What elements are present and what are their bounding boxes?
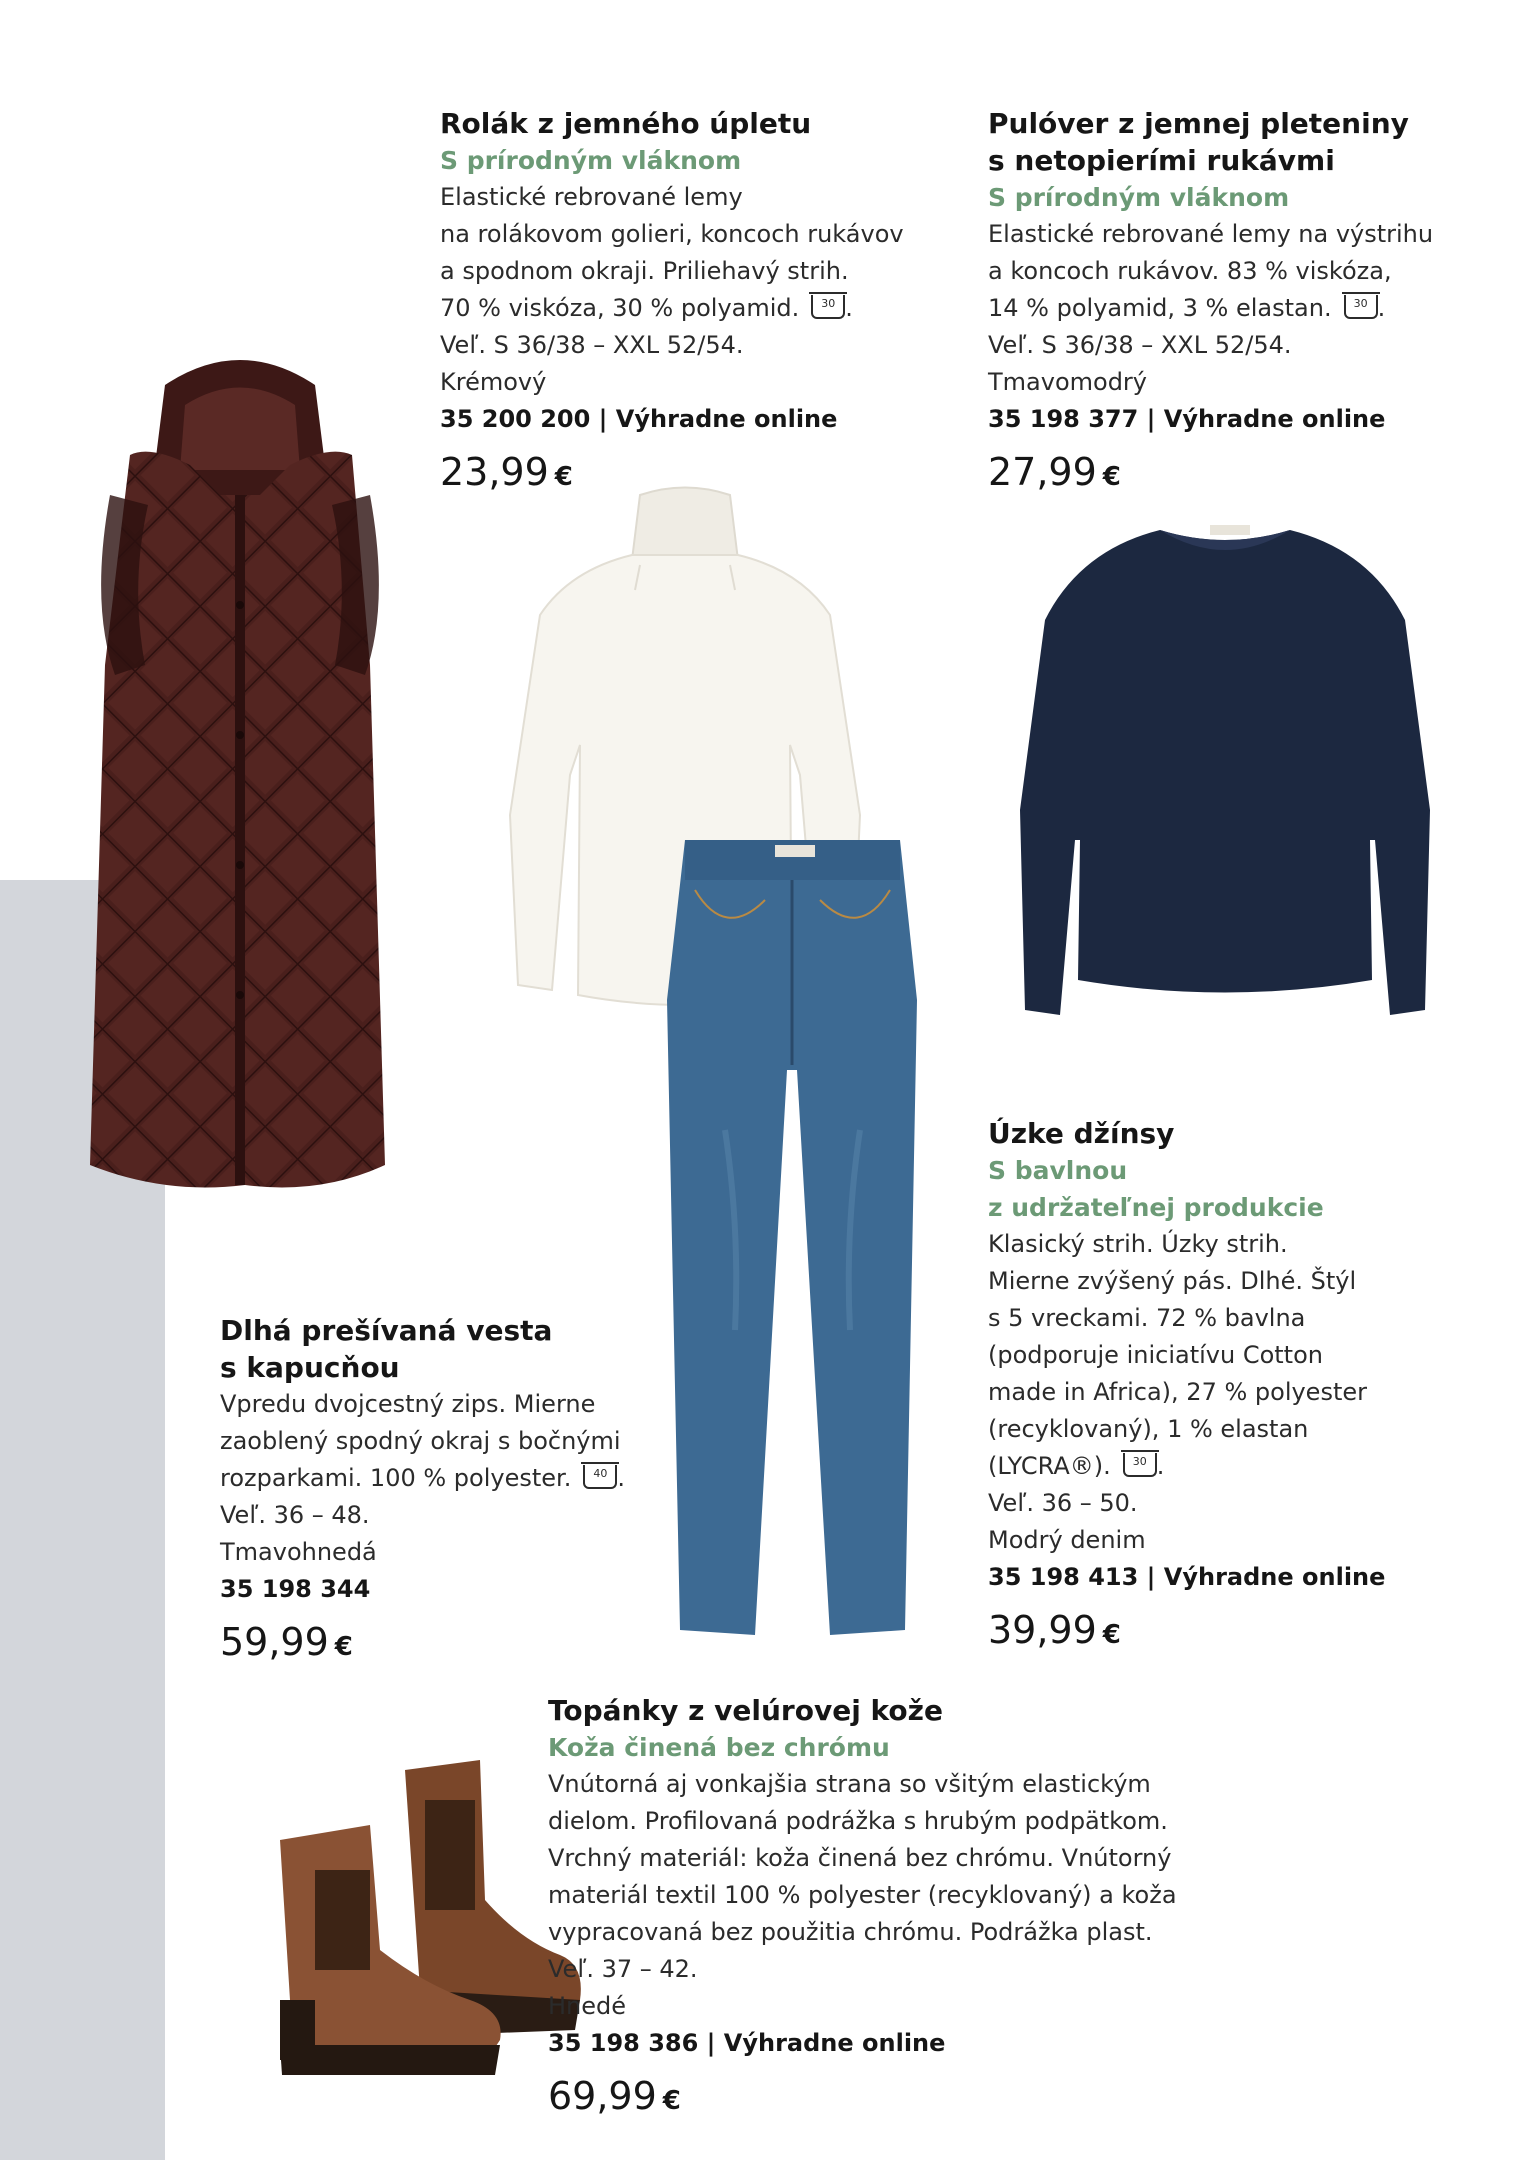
- price-value: 23,99: [440, 450, 549, 494]
- product-title: s netopierími rukávmi: [988, 144, 1335, 177]
- product-description-line: (podporuje iniciatívu Cotton: [988, 1341, 1323, 1369]
- product-description-text: 14 % polyamid, 3 % elastan.: [988, 294, 1332, 322]
- wash-symbol-icon: 30: [1344, 295, 1378, 319]
- period: .: [617, 1464, 625, 1492]
- product-description-line: Elastické rebrované lemy: [440, 183, 743, 211]
- period: .: [845, 294, 853, 322]
- jeans-image: [665, 830, 920, 1640]
- price-value: 69,99: [548, 2074, 657, 2118]
- wash-symbol-icon: 30: [811, 295, 845, 319]
- product-title: Dlhá prešívaná vesta: [220, 1314, 553, 1347]
- product-description-line: vypracovaná bez použitia chrómu. Podrážka plast.: [548, 1918, 1153, 1946]
- turtleneck-info: [440, 105, 904, 501]
- product-price: [988, 448, 1433, 501]
- currency-symbol: €: [554, 462, 573, 492]
- product-title: Rolák z jemného úpletu: [440, 107, 812, 140]
- product-title: Úzke džínsy: [988, 1117, 1175, 1150]
- vest-image: [70, 345, 410, 1195]
- product-size: Veľ. 37 – 42.: [548, 1955, 698, 1983]
- product-description-line: na rolákovom golieri, koncoch rukávov: [440, 220, 904, 248]
- product-description-line: materiál textil 100 % polyester (recyklovaný) a koža: [548, 1881, 1177, 1909]
- product-description-text: 70 % viskóza, 30 % polyamid.: [440, 294, 800, 322]
- currency-symbol: €: [1102, 1620, 1121, 1650]
- product-size: Veľ. 36 – 50.: [988, 1489, 1138, 1517]
- product-sku: 35 198 413 | Výhradne online: [988, 1563, 1386, 1591]
- product-color: Modrý denim: [988, 1526, 1146, 1554]
- wash-symbol-icon: 40: [583, 1465, 617, 1489]
- currency-symbol: €: [1102, 462, 1121, 492]
- product-color: Hnedé: [548, 1992, 627, 2020]
- boots-info: [548, 1692, 1177, 2125]
- product-description-line: dielom. Profilovaná podrážka s hrubým podpätkom.: [548, 1807, 1168, 1835]
- product-sku: 35 198 344: [220, 1575, 371, 1603]
- product-subtitle: S prírodným vláknom: [440, 146, 742, 175]
- product-color: Tmavohnedá: [220, 1538, 377, 1566]
- product-description-line: Mierne zvýšený pás. Dlhé. Štýl: [988, 1267, 1357, 1295]
- currency-symbol: €: [334, 1632, 353, 1662]
- product-subtitle: z udržateľnej produkcie: [988, 1193, 1324, 1222]
- sweater-info: [988, 105, 1433, 501]
- currency-symbol: €: [662, 2086, 681, 2116]
- product-description-line: Klasický strih. Úzky strih.: [988, 1230, 1288, 1258]
- product-description-line: s 5 vreckami. 72 % bavlna: [988, 1304, 1306, 1332]
- price-value: 59,99: [220, 1620, 329, 1664]
- product-price: [548, 2072, 1177, 2125]
- price-value: 39,99: [988, 1608, 1097, 1652]
- product-description-line: Vrchný materiál: koža činená bez chrómu. Vnútorný: [548, 1844, 1172, 1872]
- product-description-text: (LYCRA®).: [988, 1452, 1111, 1480]
- product-description-line: zaoblený spodný okraj s bočnými: [220, 1427, 621, 1455]
- product-price: [440, 448, 904, 501]
- product-description-line: [440, 290, 904, 327]
- product-size: Veľ. S 36/38 – XXL 52/54.: [440, 331, 744, 359]
- product-description-line: made in Africa), 27 % polyester: [988, 1378, 1367, 1406]
- product-description-text: rozparkami. 100 % polyester.: [220, 1464, 572, 1492]
- product-subtitle: S bavlnou: [988, 1156, 1128, 1185]
- product-title: Topánky z velúrovej kože: [548, 1694, 943, 1727]
- jeans-info: [988, 1115, 1385, 1659]
- vest-info: [220, 1312, 625, 1671]
- product-color: Krémový: [440, 368, 547, 396]
- product-title: s kapucňou: [220, 1351, 400, 1384]
- boots-image: [220, 1750, 590, 2080]
- product-description-line: (recyklovaný), 1 % elastan: [988, 1415, 1309, 1443]
- product-description-line: [988, 290, 1433, 327]
- product-description-line: Vnútorná aj vonkajšia strana so všitým elastickým: [548, 1770, 1151, 1798]
- product-subtitle: Koža činená bez chrómu: [548, 1733, 890, 1762]
- period: .: [1377, 294, 1386, 322]
- product-description-line: Elastické rebrované lemy na výstrihu: [988, 220, 1434, 248]
- product-sku: 35 198 386 | Výhradne online: [548, 2029, 946, 2057]
- product-size: Veľ. S 36/38 – XXL 52/54.: [988, 331, 1292, 359]
- product-description-line: a spodnom okraji. Priliehavý strih.: [440, 257, 849, 285]
- product-color: Tmavomodrý: [988, 368, 1147, 396]
- sweater-image: [1010, 510, 1440, 1030]
- product-subtitle: S prírodným vláknom: [988, 183, 1290, 212]
- wash-symbol-icon: 30: [1123, 1453, 1157, 1477]
- product-description-line: [988, 1448, 1385, 1485]
- price-value: 27,99: [988, 450, 1097, 494]
- product-sku: 35 200 200 | Výhradne online: [440, 405, 838, 433]
- product-sku: 35 198 377 | Výhradne online: [988, 405, 1386, 433]
- product-price: [988, 1606, 1385, 1659]
- period: .: [1156, 1452, 1165, 1480]
- product-description-line: [220, 1460, 625, 1497]
- product-description-line: Vpredu dvojcestný zips. Mierne: [220, 1390, 596, 1418]
- product-title: Pulóver z jemnej pleteniny: [988, 107, 1409, 140]
- product-description-line: a koncoch rukávov. 83 % viskóza,: [988, 257, 1392, 285]
- product-size: Veľ. 36 – 48.: [220, 1501, 370, 1529]
- product-price: [220, 1618, 625, 1671]
